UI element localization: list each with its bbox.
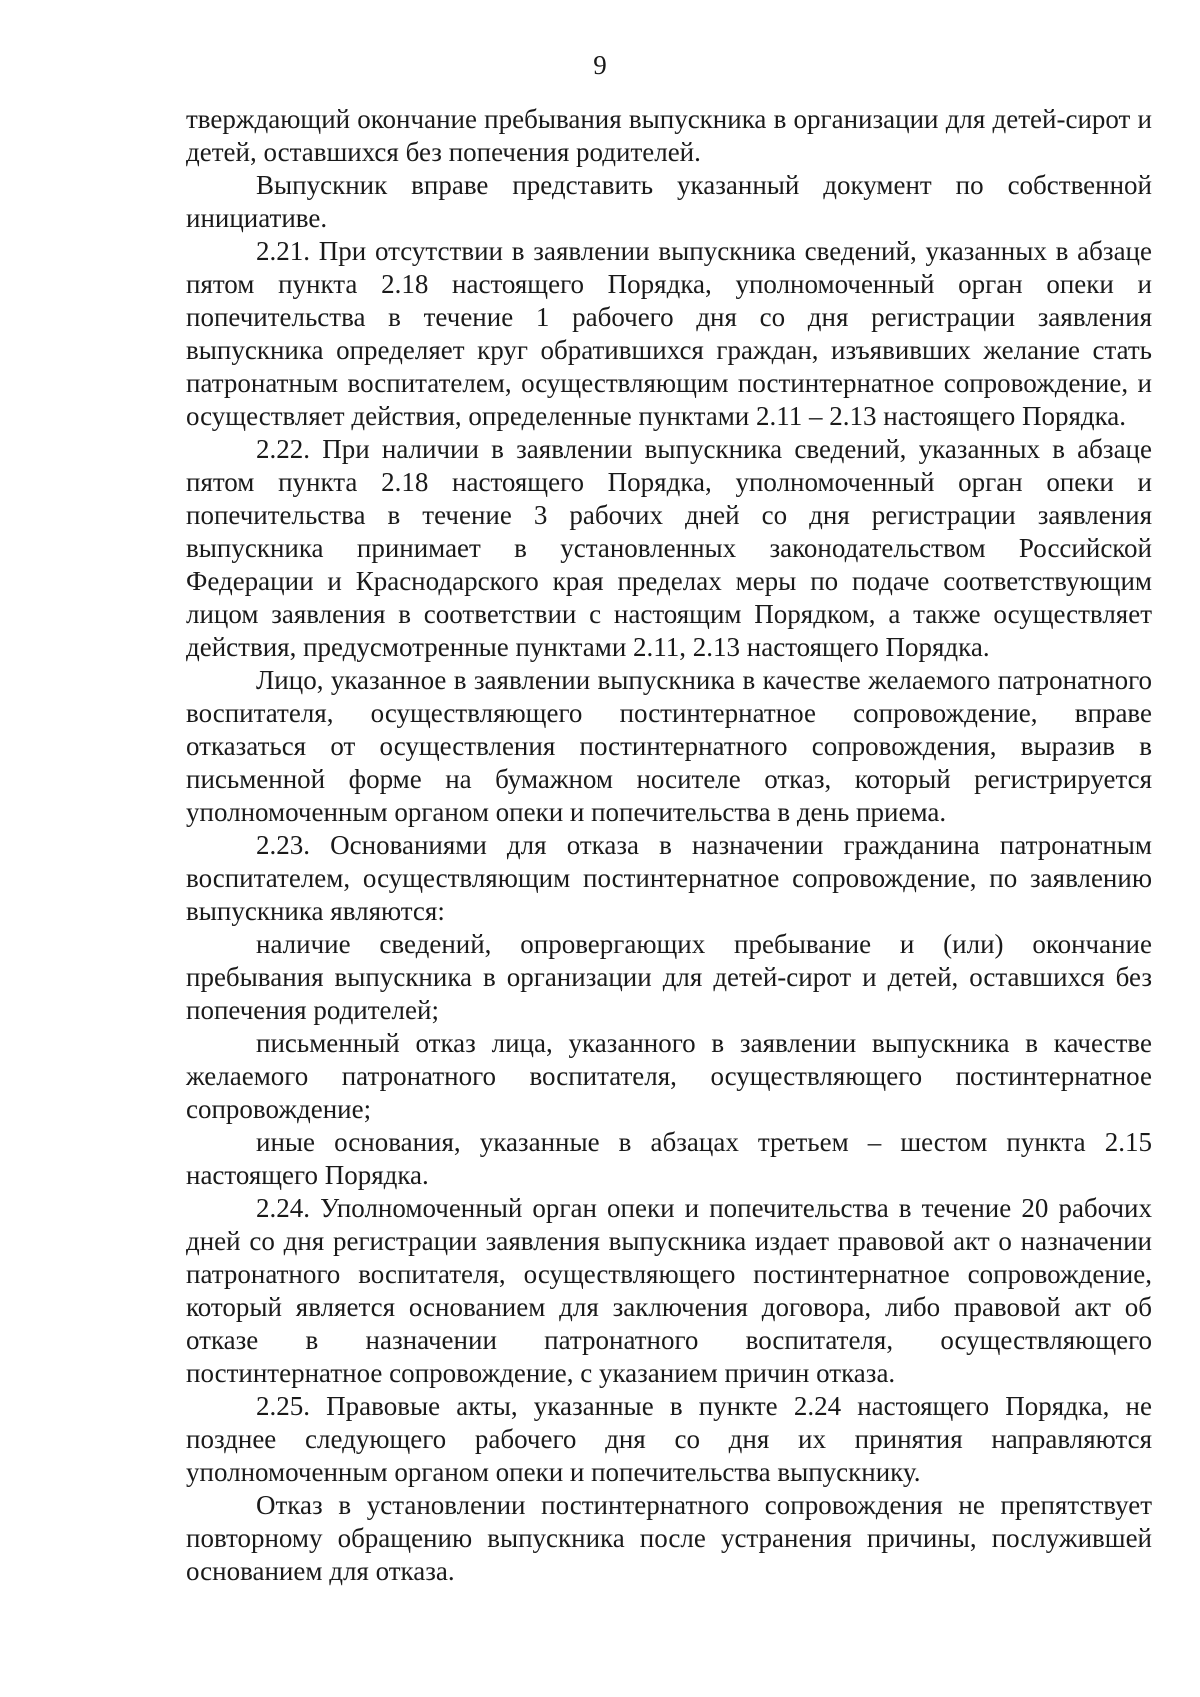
clause-2-24: 2.24. Уполномоченный орган опеки и попечительства в течение 20 рабочих дней со дня регистрации заявления выпускника издает правовой акт о назначении патронатного воспитателя, осуществляющего постинтернатное сопровождение, который является основанием для заключения договора, либо правовой акт об отказе в назначении патронатного воспитателя, осуществляющего постинтернатное сопровождение, с указанием причин отказа.	[186, 1193, 1152, 1388]
clause-2-22: 2.22. При наличии в заявлении выпускника сведений, указанных в абзаце пятом пункта 2.18 настоящего Порядка, уполномоченный орган опеки и попечительства в течение 3 рабочих дней со дня регистрации заявления выпускника принимает в установленных законодательством Российской Федерации и Краснодарского края пределах меры по подаче соответствующим лицом заявления в соответствии с настоящим Порядком, а также осуществляет действия, предусмотренные пунктами 2.11, 2.13 настоящего Порядка.	[186, 434, 1152, 662]
paragraph: Отказ в установлении постинтернатного сопровождения не препятствует повторному обращению выпускника после устранения причины, послужившей основанием для отказа.	[186, 1490, 1152, 1586]
page-number: 9	[593, 50, 607, 80]
paragraph: Лицо, указанное в заявлении выпускника в качестве желаемого патронатного воспитателя, осуществляющего постинтернатное сопровождение, вправе отказаться от осуществления постинтернатного сопровождения, выразив в письменной форме на бумажном носителе отказ, который регистрируется уполномоченным органом опеки и попечительства в день приема.	[186, 665, 1152, 827]
clause-2-21: 2.21. При отсутствии в заявлении выпускника сведений, указанных в абзаце пятом пункта 2.18 настоящего Порядка, уполномоченный орган опеки и попечительства в течение 1 рабочего дня со дня регистрации заявления выпускника определяет круг обратившихся граждан, изъявивших желание стать патронатным воспитателем, осуществляющим постинтернатное сопровождение, и осуществляет действия, определенные пунктами 2.11 – 2.13 настоящего Порядка.	[186, 236, 1152, 431]
list-item: письменный отказ лица, указанного в заявлении выпускника в качестве желаемого патронатного воспитателя, осуществляющего постинтернатное сопровождение;	[186, 1028, 1152, 1124]
list-item: наличие сведений, опровергающих пребывание и (или) окончание пребывания выпускника в организации для детей-сирот и детей, оставшихся без попечения родителей;	[186, 929, 1152, 1025]
list-item: иные основания, указанные в абзацах третьем – шестом пункта 2.15 настоящего Порядка.	[186, 1127, 1152, 1190]
clause-2-23: 2.23. Основаниями для отказа в назначении гражданина патронатным воспитателем, осуществляющим постинтернатное сопровождение, по заявлению выпускника являются:	[186, 830, 1152, 926]
clause-2-25: 2.25. Правовые акты, указанные в пункте 2.24 настоящего Порядка, не позднее следующего рабочего дня со дня их принятия направляются уполномоченным органом опеки и попечительства выпускнику.	[186, 1391, 1152, 1487]
document-body	[186, 103, 1152, 1588]
paragraph: Выпускник вправе представить указанный документ по собственной инициативе.	[186, 170, 1152, 233]
paragraph-continuation: тверждающий окончание пребывания выпускника в организации для детей-сирот и детей, оставшихся без попечения родителей.	[186, 104, 1152, 167]
